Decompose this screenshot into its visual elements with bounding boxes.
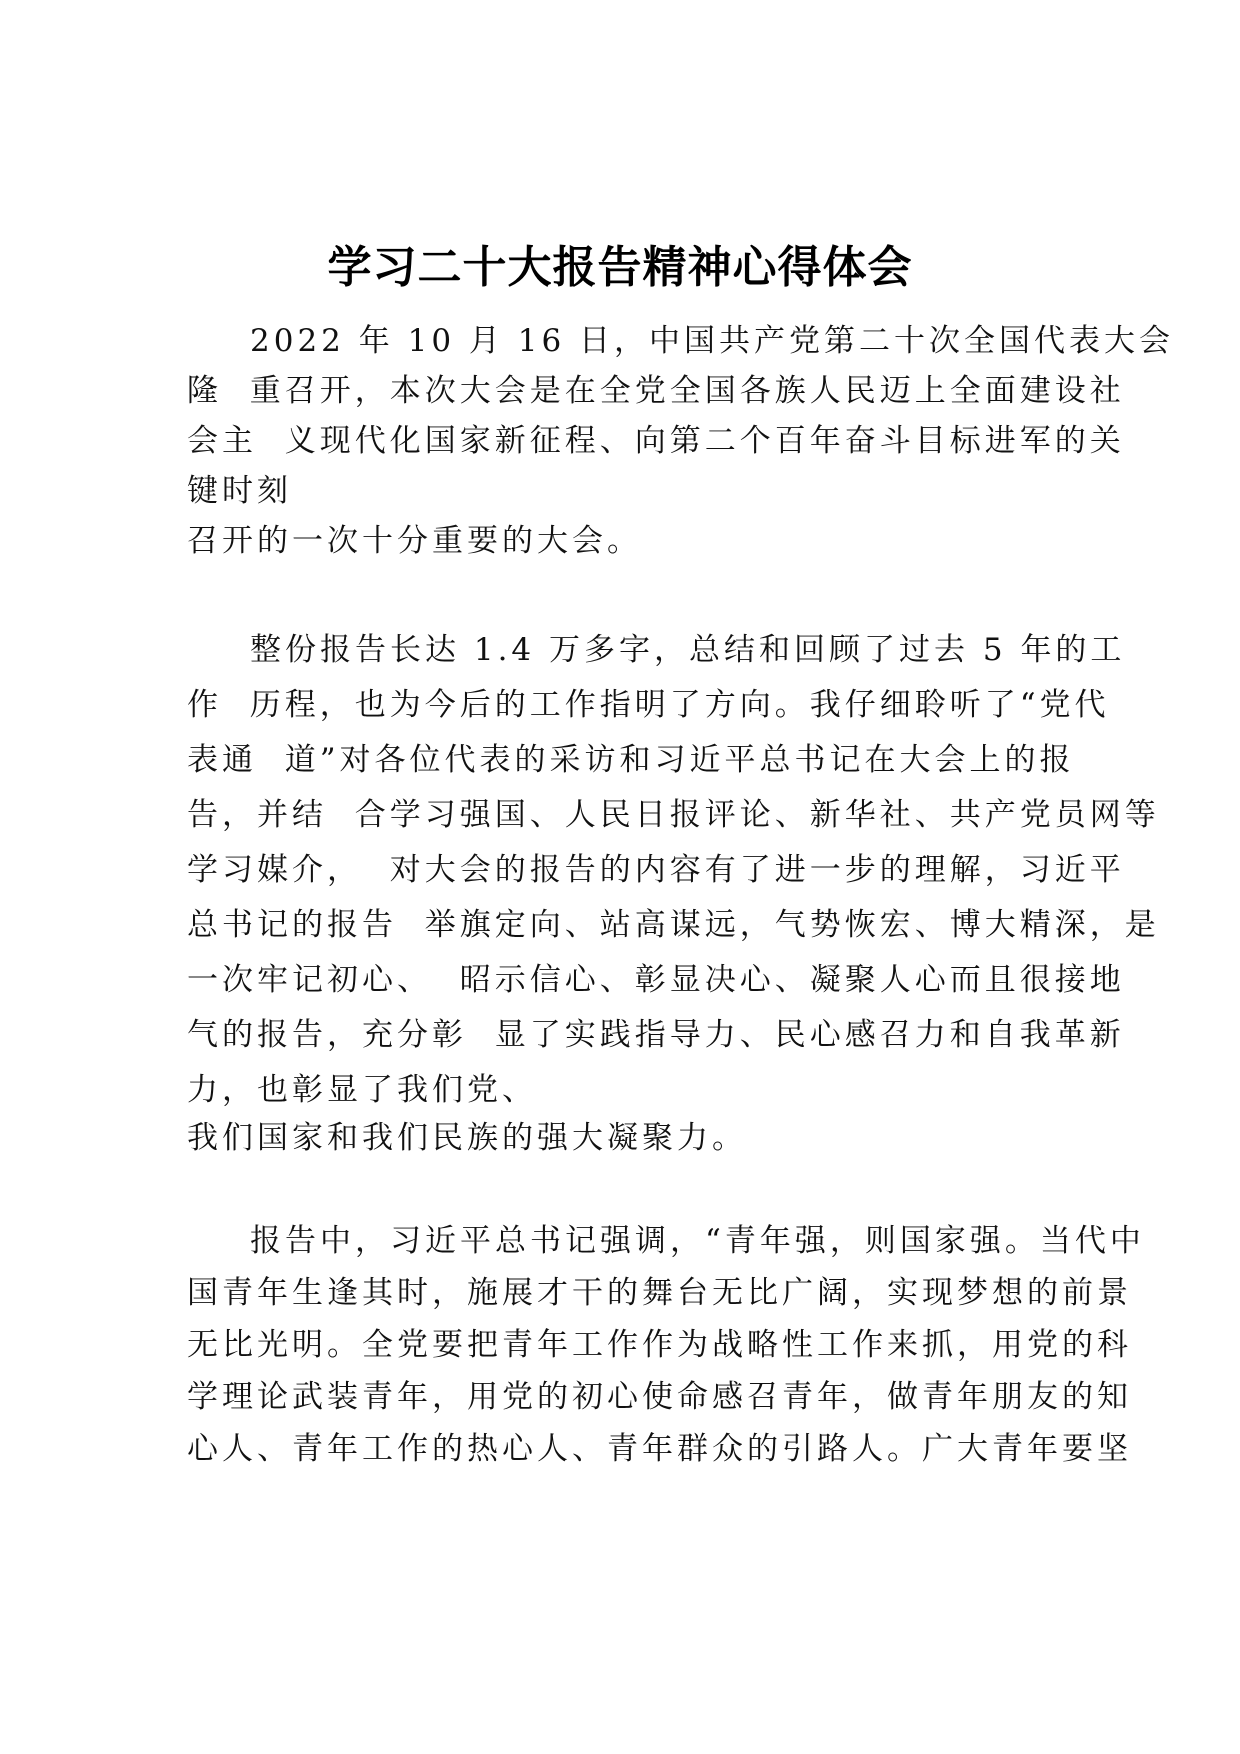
- text-line: 表通 道”对各位代表的采访和习近平总书记在大会上的报: [187, 742, 1075, 778]
- text-line: 键时刻: [187, 473, 292, 509]
- text-line: 一次牢记初心、 昭示信心、彰显决心、凝聚人心而且很接地: [187, 962, 1125, 998]
- text-line: 力，也彰显了我们党、: [187, 1072, 537, 1108]
- text-line: 气的报告，充分彰 显了实践指导力、民心感召力和自我革新: [187, 1017, 1125, 1053]
- text-line: 学理论武装青年，用党的初心使命感召青年，做青年朋友的知: [187, 1379, 1132, 1415]
- text-line: 我们国家和我们民族的强大凝聚力。: [187, 1120, 747, 1156]
- text-line: 整份报告长达 1.4 万多字，总结和回顾了过去 5 年的工: [250, 632, 1126, 668]
- text-line: 2022 年 10 月 16 日，中国共产党第二十次全国代表大会: [250, 323, 1175, 359]
- text-line: 隆 重召开，本次大会是在全党全国各族人民迈上全面建设社: [187, 373, 1125, 409]
- text-line: 召开的一次十分重要的大会。: [187, 523, 642, 559]
- text-line: 告，并结 合学习强国、人民日报评论、新华社、共产党员网等: [187, 797, 1160, 833]
- document-title: 学习二十大报告精神心得体会: [327, 242, 913, 293]
- text-line: 总书记的报告 举旗定向、站高谋远，气势恢宏、博大精深，是: [187, 907, 1160, 943]
- text-line: 无比光明。全党要把青年工作作为战略性工作来抓，用党的科: [187, 1327, 1132, 1363]
- text-line: 国青年生逢其时，施展才干的舞台无比广阔，实现梦想的前景: [187, 1275, 1132, 1311]
- text-line: 报告中，习近平总书记强调，“青年强，则国家强。当代中: [250, 1223, 1145, 1259]
- text-line: 作 历程，也为今后的工作指明了方向。我仔细聆听了“党代: [187, 687, 1110, 723]
- text-line: 心人、青年工作的热心人、青年群众的引路人。广大青年要坚: [187, 1431, 1132, 1467]
- text-line: 会主 义现代化国家新征程、向第二个百年奋斗目标进军的关: [187, 423, 1125, 459]
- text-line: 学习媒介， 对大会的报告的内容有了进一步的理解，习近平: [187, 852, 1125, 888]
